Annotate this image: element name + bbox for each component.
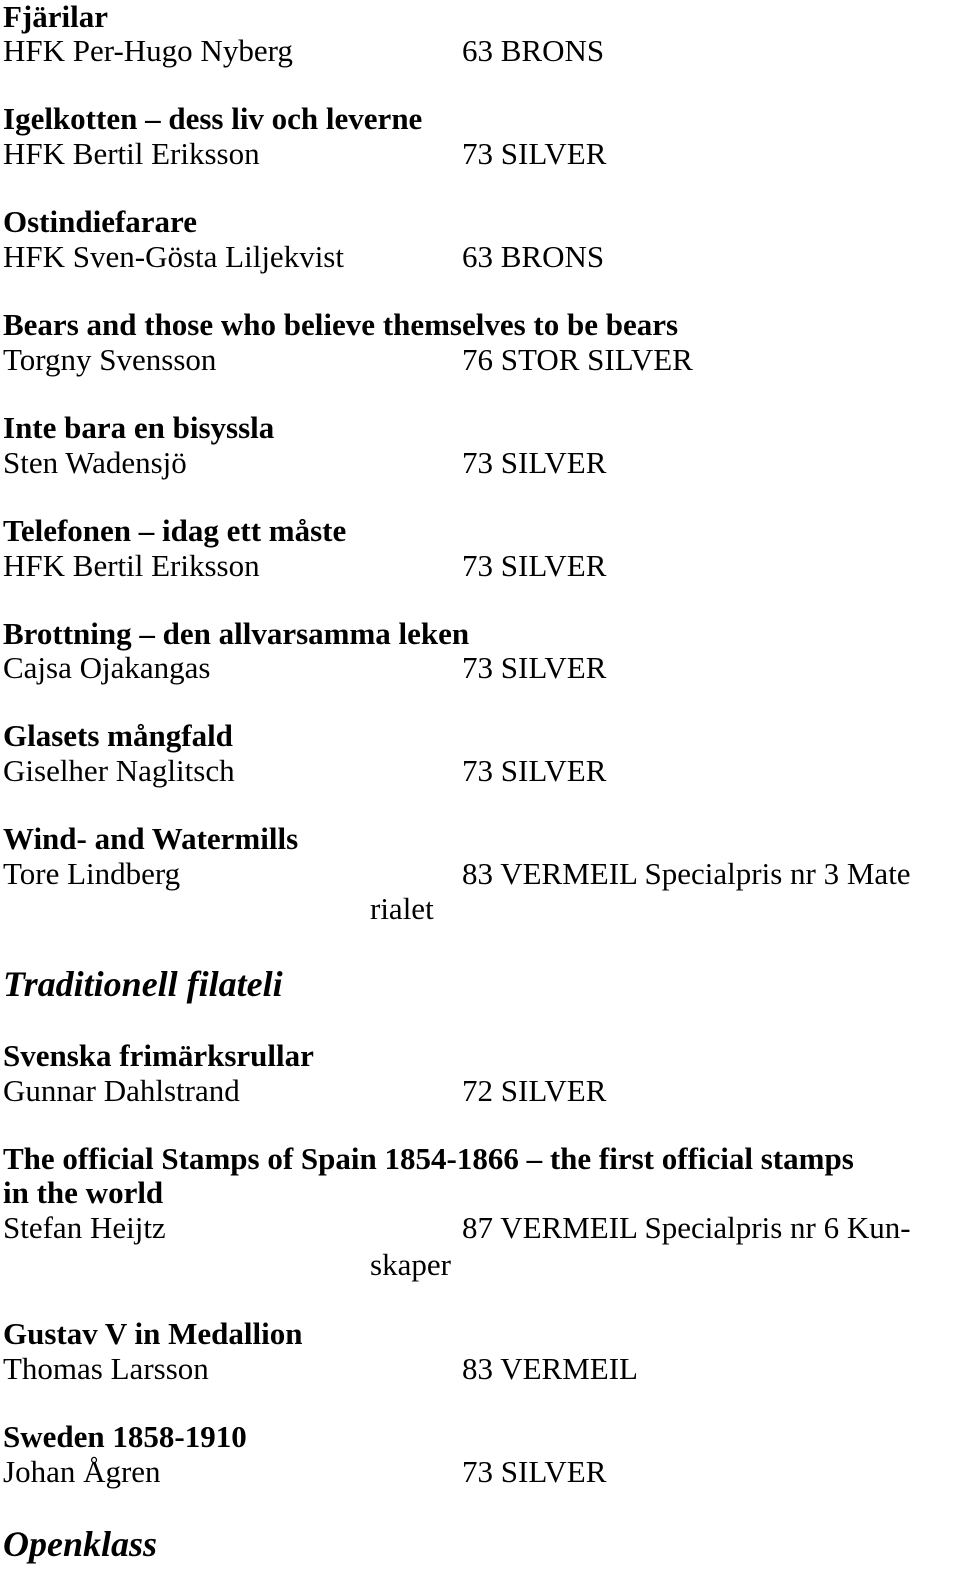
entry-award: 76 STOR SILVER [462, 342, 693, 377]
entry-author: HFK Bertil Eriksson [3, 136, 260, 171]
entry-award: 73 SILVER [462, 136, 607, 171]
entry-award: 83 VERMEIL [462, 1351, 638, 1386]
entry-title: Sweden 1858-1910 [3, 1419, 247, 1454]
entry-author: Gunnar Dahlstrand [3, 1073, 240, 1108]
entry-title: Brottning – den allvarsamma leken [3, 616, 470, 651]
entry-award: 73 SILVER [462, 1454, 607, 1489]
entry-author: HFK Bertil Eriksson [3, 548, 260, 583]
entry-title: Wind- and Watermills [3, 821, 299, 856]
entry-author: HFK Per-Hugo Nyberg [3, 33, 293, 68]
entry-title: Inte bara en bisyssla [3, 410, 275, 445]
entry-award: 63 BRONS [462, 33, 605, 68]
section-heading: Traditionell filateli [3, 964, 283, 1004]
entry-author: Cajsa Ojakangas [3, 650, 211, 685]
entry-author: Tore Lindberg [3, 856, 181, 891]
entry-award-continuation: rialet [370, 891, 434, 926]
entry-title: Gustav V in Medallion [3, 1316, 303, 1351]
entry-award: 83 VERMEIL Specialpris nr 3 Mate [462, 856, 911, 891]
entry-author: Giselher Naglitsch [3, 753, 235, 788]
entry-title: Glasets mångfald [3, 718, 233, 753]
entry-title-continuation: in the world [3, 1175, 164, 1210]
entry-award: 73 SILVER [462, 753, 607, 788]
entry-title: The official Stamps of Spain 1854-1866 – the first official stamps [3, 1141, 854, 1176]
entry-author: Stefan Heijtz [3, 1210, 166, 1245]
entry-award-continuation: skaper [370, 1247, 451, 1282]
entry-title: Bears and those who believe themselves to be bears [3, 307, 679, 342]
entry-award: 73 SILVER [462, 650, 607, 685]
entry-award: 63 BRONS [462, 239, 605, 274]
entry-author: Sten Wadensjö [3, 445, 187, 480]
entry-author: Thomas Larsson [3, 1351, 209, 1386]
entry-award: 87 VERMEIL Specialpris nr 6 Kun- [462, 1210, 911, 1245]
entry-title: Ostindiefarare [3, 204, 198, 239]
entry-author: Johan Ågren [3, 1454, 161, 1489]
entry-title: Telefonen – idag ett måste [3, 513, 347, 548]
entry-author: Torgny Svensson [3, 342, 217, 377]
entry-title: Fjärilar [3, 0, 109, 34]
entry-author: HFK Sven-Gösta Liljekvist [3, 239, 344, 274]
entry-title: Svenska frimärksrullar [3, 1038, 314, 1073]
section-heading: Openklass [3, 1524, 158, 1564]
entry-award: 73 SILVER [462, 445, 607, 480]
entry-award: 72 SILVER [462, 1073, 607, 1108]
entry-title: Igelkotten – dess liv och leverne [3, 101, 423, 136]
entry-award: 73 SILVER [462, 548, 607, 583]
